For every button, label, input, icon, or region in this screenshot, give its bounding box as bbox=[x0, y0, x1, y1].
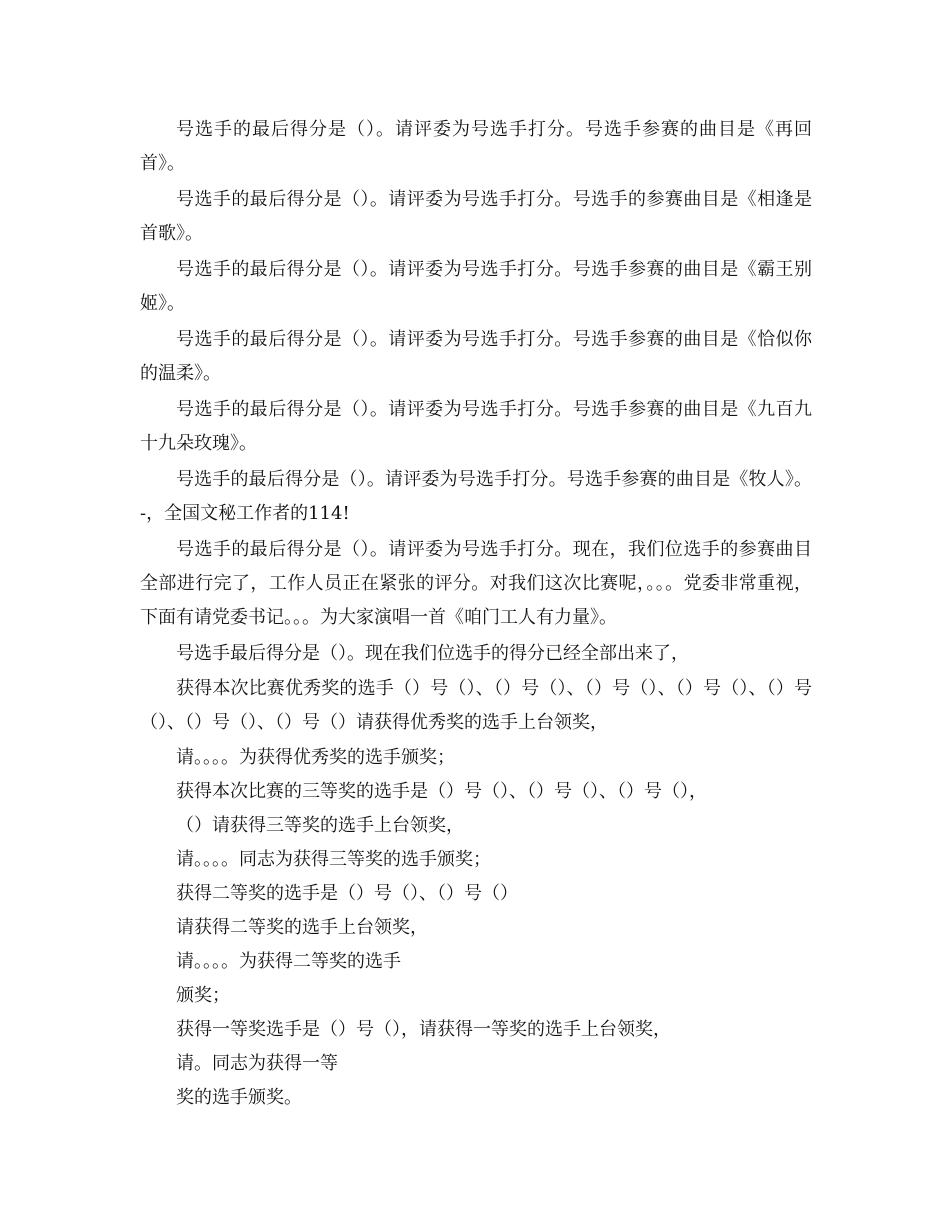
paragraph: 号选手的最后得分是（）。请评委为号选手打分。号选手参赛的曲目是《霸王别姬》。 bbox=[140, 259, 812, 314]
paragraph: 号选手的最后得分是（）。请评委为号选手打分。号选手参赛的曲目是《恰似你的温柔》。 bbox=[140, 329, 812, 384]
paragraph: 号选手的最后得分是（）。请评委为号选手打分。号选手参赛的曲目是《再回首》。 bbox=[140, 119, 812, 174]
text-line: 请获得二等奖的选手上台领奖， bbox=[176, 917, 428, 938]
text-line: 获得一等奖选手是（）号（），请获得一等奖的选手上台领奖， bbox=[176, 1019, 671, 1040]
text-line: （）请获得三等奖的选手上台领奖， bbox=[176, 815, 464, 836]
paragraph: 号选手的最后得分是（）。请评委为号选手打分。号选手参赛的曲目是《九百九十九朵玫瑰》。 bbox=[140, 399, 812, 454]
text-line: 请。同志为获得一等 bbox=[176, 1053, 338, 1074]
paragraph: 号选手的最后得分是（）。请评委为号选手打分。号选手参赛的曲目是《牧人》。-，全国文秘工作者的114! bbox=[140, 469, 812, 524]
paragraph: 号选手最后得分是（）。现在我们位选手的得分已经全部出来了， bbox=[176, 643, 689, 664]
paragraph: 号选手的最后得分是（）。请评委为号选手打分。现在，我们位选手的参赛曲目全部进行完了，工作人员正在紧张的评分。对我们这次比赛呢，。。。党委非常重视，下面有请党委书记。。。为大家演唱一首《咱门工人有力量》。 bbox=[140, 539, 812, 628]
text-line: 请。。。。为获得二等奖的选手 bbox=[176, 951, 401, 972]
text-line: 请。。。。为获得优秀奖的选手颁奖； bbox=[176, 747, 455, 768]
text-line: 请。。。。同志为获得三等奖的选手颁奖； bbox=[176, 849, 491, 870]
text-line: 获得二等奖的选手是（）号（）、（）号（） bbox=[176, 883, 518, 904]
paragraph: 号选手的最后得分是（）。请评委为号选手打分。号选手的参赛曲目是《相逢是首歌》。 bbox=[140, 189, 812, 244]
text-line: 颁奖； bbox=[176, 985, 230, 1006]
text-line: 奖的选手颁奖。 bbox=[176, 1087, 302, 1108]
paragraph: 获得本次比赛优秀奖的选手（）号（）、（）号（）、（）号（）、（）号（）、（）号（）、（）号（）、（）号（）请获得优秀奖的选手上台领奖， bbox=[140, 678, 812, 733]
text-line: 获得本次比赛的三等奖的选手是（）号（）、（）号（）、（）号（）， bbox=[176, 781, 707, 802]
